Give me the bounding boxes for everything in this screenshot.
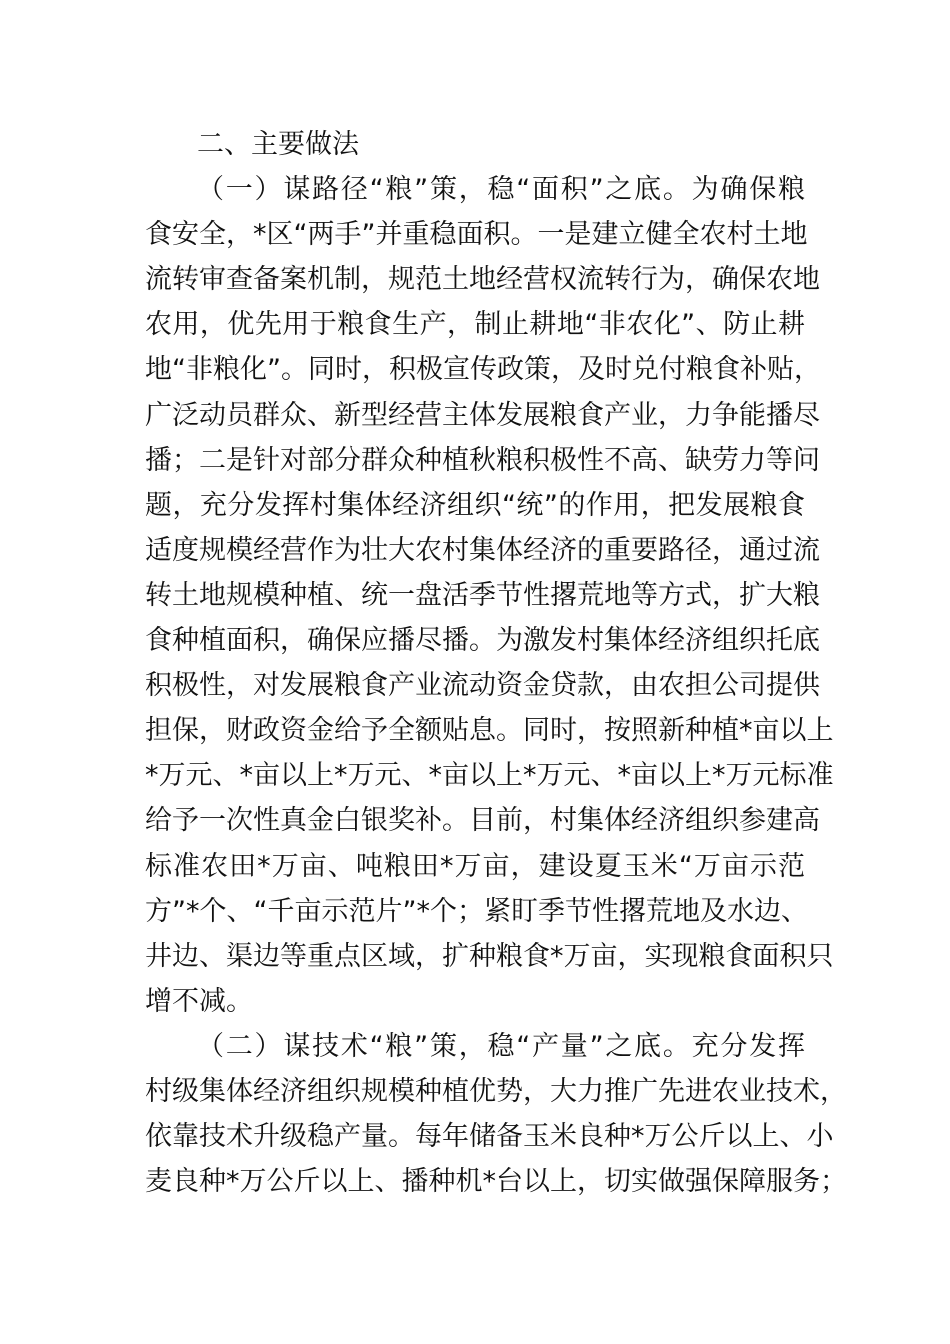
paragraph-line: 方”*个、“千亩示范片”*个；紧盯季节性撂荒地及水边、 — [145, 895, 808, 927]
paragraph-1 — [145, 167, 834, 1024]
paragraph-line: 依靠技术升级稳产量。每年储备玉米良种*万公斤以上、小 — [145, 1121, 834, 1153]
paragraph-line: 食安全，*区“两手”并重稳面积。一是建立健全农村土地 — [145, 219, 808, 251]
paragraph-line: （二）谋技术“粮”策，稳“产量”之底。充分发挥 — [197, 1030, 805, 1062]
paragraph-line: 题，充分发挥村集体经济组织“统”的作用，把发展粮食 — [145, 489, 805, 521]
paragraph-line: 广泛动员群众、新型经营主体发展粮食产业，力争能播尽 — [145, 399, 820, 431]
paragraph-line: 给予一次性真金白银奖补。目前，村集体经济组织参建高 — [145, 805, 820, 837]
paragraph-line: 食种植面积，确保应播尽播。为激发村集体经济组织托底 — [145, 625, 820, 657]
paragraph-line: 地“非粮化”。同时，积极宣传政策，及时兑付粮食补贴， — [145, 354, 821, 386]
paragraph-line: 播；二是针对部分群众种植秋粮积极性不高、缺劳力等问 — [145, 444, 820, 476]
section-heading: 二、主要做法 — [197, 129, 359, 160]
paragraph-line: 适度规模经营作为壮大农村集体经济的重要路径，通过流 — [145, 534, 820, 566]
paragraph-2 — [145, 1024, 847, 1204]
paragraph-line: 流转审查备案机制，规范土地经营权流转行为，确保农地 — [145, 264, 820, 296]
paragraph-line: 标准农田*万亩、吨粮田*万亩，建设夏玉米“万亩示范 — [145, 850, 805, 882]
paragraph-line: 积极性，对发展粮食产业流动资金贷款，由农担公司提供 — [145, 670, 820, 702]
document-body — [145, 122, 847, 1204]
paragraph-line: 麦良种*万公斤以上、播种机*台以上，切实做强保障服务； — [145, 1166, 847, 1198]
paragraph-line: （一）谋路径“粮”策，稳“面积”之底。为确保粮 — [197, 174, 805, 206]
paragraph-line: 增不减。 — [145, 985, 253, 1017]
paragraph-line: 村级集体经济组织规模种植优势，大力推广先进农业技术， — [145, 1075, 847, 1107]
paragraph-line: 担保，财政资金给予全额贴息。同时，按照新种植*亩以上 — [145, 715, 834, 747]
paragraph-line: *万元、*亩以上*万元、*亩以上*万元、*亩以上*万元标准 — [145, 760, 834, 792]
paragraph-line: 转土地规模种植、统一盘活季节性撂荒地等方式，扩大粮 — [145, 579, 820, 611]
paragraph-line: 农用，优先用于粮食生产，制止耕地“非农化”、防止耕 — [145, 309, 805, 341]
paragraph-line: 井边、渠边等重点区域，扩种粮食*万亩，实现粮食面积只 — [145, 940, 834, 972]
